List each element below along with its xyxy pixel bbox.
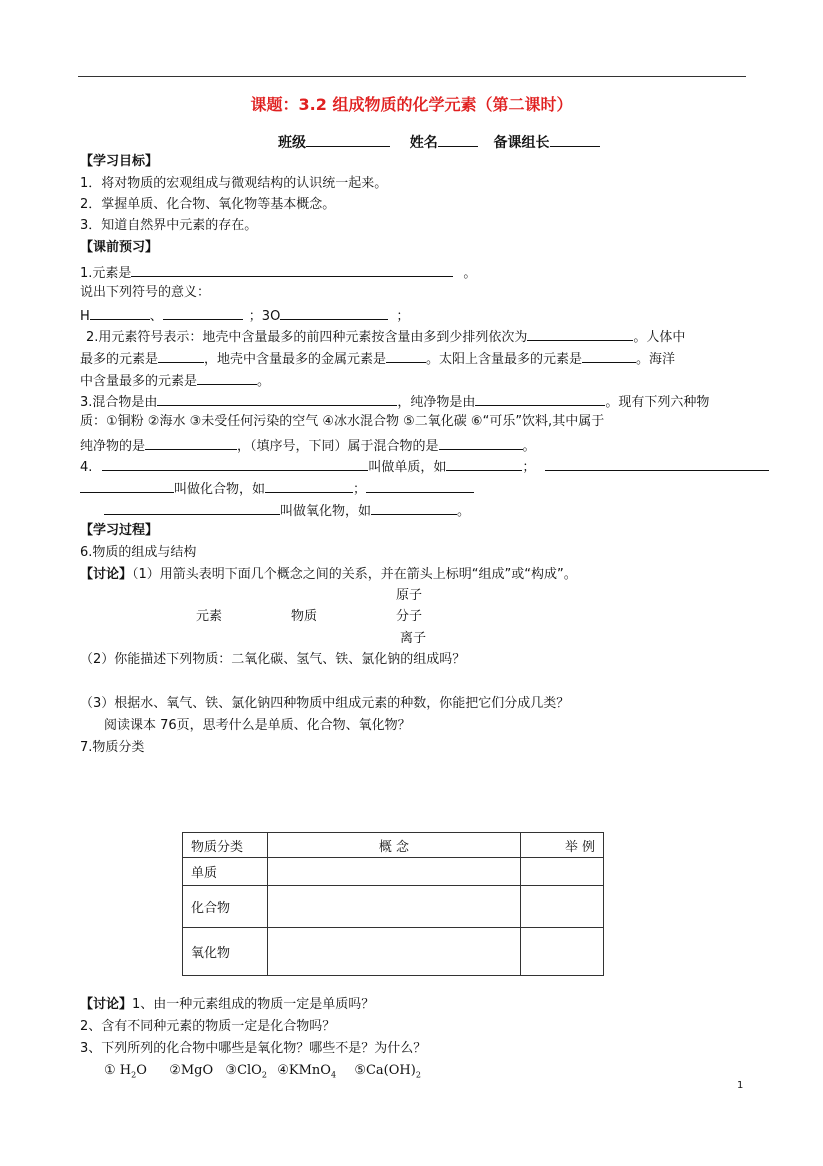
discuss-label: 【讨论】 bbox=[80, 567, 133, 582]
symbols-prompt: 说出下列符号的意义： bbox=[80, 285, 211, 300]
q3-blank-4[interactable] bbox=[439, 436, 523, 450]
preview-q2-line1 bbox=[86, 327, 685, 346]
q2-blank-1[interactable] bbox=[527, 327, 633, 341]
preview-heading: 【课前预习】 bbox=[80, 240, 159, 255]
discuss-label: 【讨论】 bbox=[80, 997, 133, 1012]
discuss2-q1 bbox=[80, 997, 374, 1013]
q6-1-text: （1）用箭头表明下面几个概念之间的关系，并在箭头上标明“组成”或“构成”。 bbox=[132, 567, 577, 582]
class-blank[interactable] bbox=[306, 132, 390, 147]
name-blank[interactable] bbox=[438, 132, 478, 147]
q4-text: 叫做氧化物，如 bbox=[280, 504, 372, 519]
q2-text: 最多的元素是 bbox=[80, 352, 159, 367]
q6-read: 阅读课本 76页，思考什么是单质、化合物、氧化物？ bbox=[104, 718, 411, 733]
discuss2-q3: 3、下列所列的化合物中哪些是氧化物？哪些不是？为什么？ bbox=[80, 1041, 427, 1056]
q4-num: 4. bbox=[80, 460, 93, 475]
preview-q3-line3 bbox=[80, 436, 536, 455]
q2-text: 2.用元素符号表示：地壳中含量最多的前四种元素按含量由多到少排列依次为 bbox=[86, 330, 528, 345]
classification-table bbox=[182, 832, 604, 976]
preview-q2-line3 bbox=[80, 371, 270, 390]
discuss2-q2: 2、含有不同种元素的物质一定是化合物吗？ bbox=[80, 1019, 336, 1034]
formula-mgo: ②MgO bbox=[169, 1063, 214, 1078]
q6-1 bbox=[80, 567, 577, 583]
q2-blank-4[interactable] bbox=[582, 349, 636, 363]
preview-q2-line2 bbox=[80, 349, 675, 368]
leader-label: 备课组长 bbox=[493, 135, 550, 151]
formula-sub: 2 bbox=[261, 1070, 267, 1080]
goal-item: 2．掌握单质、化合物、氧化物等基本概念。 bbox=[80, 197, 336, 212]
h-blank-1[interactable] bbox=[90, 306, 150, 320]
preview-q4-line2 bbox=[80, 479, 474, 498]
formula-list bbox=[104, 1063, 421, 1084]
h-blank-2[interactable] bbox=[163, 306, 243, 320]
table-row bbox=[183, 858, 604, 886]
table-header-row bbox=[183, 833, 604, 858]
q3-text: ，（填序号，下同）属于混合物的是 bbox=[237, 439, 439, 454]
q4-text: 叫做单质，如 bbox=[368, 460, 447, 475]
header-rule bbox=[78, 76, 746, 77]
example-cell[interactable] bbox=[521, 858, 604, 886]
q1-blank[interactable] bbox=[131, 263, 453, 277]
symbols-line bbox=[80, 306, 409, 325]
concept-ion: 离子 bbox=[400, 631, 427, 646]
concept-element: 元素 bbox=[196, 609, 223, 624]
preview-q4-line3 bbox=[80, 501, 470, 520]
preview-q4-line1 bbox=[80, 457, 769, 476]
preview-q3-line2: 质：①铜粉 ②海水 ③未受任何污染的空气 ④冰水混合物 ⑤二氧化碳 ⑥“可乐”饮料,其中属于 bbox=[80, 414, 605, 429]
formula-caoh2: ⑤Ca(OH) bbox=[354, 1063, 416, 1078]
q4-blank-8[interactable] bbox=[371, 501, 457, 515]
formula-sub: 4 bbox=[330, 1070, 337, 1080]
row-label: 化合物 bbox=[183, 886, 268, 928]
q3-text: 纯净物的是 bbox=[80, 439, 146, 454]
q6-3: （3）根据水、氧气、铁、氯化钠四种物质中组成元素的种数，你能把它们分成几类？ bbox=[80, 696, 570, 711]
q3-text: 。 bbox=[522, 439, 536, 454]
q3-text: 3.混合物是由 bbox=[80, 395, 158, 410]
goals-heading: 【学习目标】 bbox=[80, 154, 159, 169]
q3-blank-3[interactable] bbox=[145, 436, 237, 450]
q4-blank-5[interactable] bbox=[265, 479, 353, 493]
concept-substance: 物质 bbox=[291, 609, 318, 624]
q1-text: 1.元素是 bbox=[80, 266, 132, 281]
sym-3o: ；3O bbox=[248, 309, 281, 324]
leader-blank[interactable] bbox=[550, 132, 600, 147]
q4-blank-7[interactable] bbox=[104, 501, 280, 515]
formula-clo2: ③ClO bbox=[225, 1063, 262, 1078]
q3-blank-1[interactable] bbox=[157, 392, 397, 406]
q2-text: 。人体中 bbox=[633, 330, 686, 345]
goal-item: 1．将对物质的宏观组成与微观结构的认识统一起来。 bbox=[80, 176, 388, 191]
q4-text: ； bbox=[353, 482, 367, 497]
q4-blank-2[interactable] bbox=[446, 457, 522, 471]
q2-blank-5[interactable] bbox=[197, 371, 257, 385]
table-row bbox=[183, 886, 604, 928]
q6-2: （2）你能描述下列物质：二氧化碳、氢气、铁、氯化钠的组成吗？ bbox=[80, 652, 466, 667]
concept-atom: 原子 bbox=[396, 588, 423, 603]
q4-text: 叫做化合物，如 bbox=[174, 482, 266, 497]
concept-molecule: 分子 bbox=[396, 609, 423, 624]
q2-text: 。海洋 bbox=[636, 352, 676, 367]
q3-text: ，纯净物是由 bbox=[397, 395, 476, 410]
formula-kmno4: ④KMnO bbox=[277, 1063, 331, 1078]
q4-blank-4[interactable] bbox=[80, 479, 174, 493]
row-label: 单质 bbox=[183, 858, 268, 886]
sym-h: H bbox=[80, 309, 90, 324]
q4-blank-3[interactable] bbox=[545, 457, 769, 471]
header-cell: 物质分类 bbox=[183, 833, 268, 858]
example-cell[interactable] bbox=[521, 928, 604, 976]
q4-blank-1[interactable] bbox=[102, 457, 368, 471]
header-cell: 举 例 bbox=[521, 833, 604, 858]
formula-num: ① bbox=[104, 1063, 116, 1078]
table-row bbox=[183, 928, 604, 976]
process-heading: 【学习过程】 bbox=[80, 523, 159, 538]
page-number: 1 bbox=[737, 1080, 744, 1091]
q2-text: 。太阳上含量最多的元素是 bbox=[426, 352, 583, 367]
class-label: 班级 bbox=[278, 135, 306, 151]
preview-q1 bbox=[80, 263, 476, 282]
q6-title: 6.物质的组成与结构 bbox=[80, 545, 197, 560]
formula-h2o: H bbox=[119, 1063, 132, 1078]
page-title: 课题：3.2 组成物质的化学元素（第二课时） bbox=[250, 95, 573, 114]
q1-end: 。 bbox=[463, 266, 477, 281]
formula-sub: 2 bbox=[415, 1070, 421, 1080]
o-blank[interactable] bbox=[280, 306, 388, 320]
sep: ； bbox=[396, 309, 410, 324]
q2-blank-2[interactable] bbox=[158, 349, 204, 363]
example-cell[interactable] bbox=[521, 886, 604, 928]
q4-text: ； bbox=[522, 460, 536, 475]
concept-cell[interactable] bbox=[268, 928, 521, 976]
name-label: 姓名 bbox=[409, 135, 438, 151]
q7-title: 7.物质分类 bbox=[80, 740, 145, 755]
header-cell: 概 念 bbox=[268, 833, 521, 858]
formula-h2o-end: O bbox=[136, 1063, 147, 1078]
q4-blank-6[interactable] bbox=[366, 479, 474, 493]
q2-text: 中含量最多的元素是 bbox=[80, 374, 198, 389]
q2-text: ，地壳中含量最多的金属元素是 bbox=[204, 352, 387, 367]
goal-item: 3．知道自然界中元素的存在。 bbox=[80, 218, 258, 233]
q3-blank-2[interactable] bbox=[475, 392, 605, 406]
q2-text: 。 bbox=[257, 374, 271, 389]
sep: 、 bbox=[149, 309, 163, 324]
q2-blank-3[interactable] bbox=[386, 349, 426, 363]
concept-cell[interactable] bbox=[268, 858, 521, 886]
formula-sub: 2 bbox=[131, 1070, 137, 1080]
concept-cell[interactable] bbox=[268, 886, 521, 928]
row-label: 氧化物 bbox=[183, 928, 268, 976]
q4-text: 。 bbox=[457, 504, 471, 519]
student-info-line bbox=[278, 132, 600, 152]
preview-q3-line1 bbox=[80, 392, 709, 411]
q3-text: 。现有下列六种物 bbox=[605, 395, 710, 410]
discuss2-q1-text: 1、由一种元素组成的物质一定是单质吗？ bbox=[132, 997, 375, 1012]
